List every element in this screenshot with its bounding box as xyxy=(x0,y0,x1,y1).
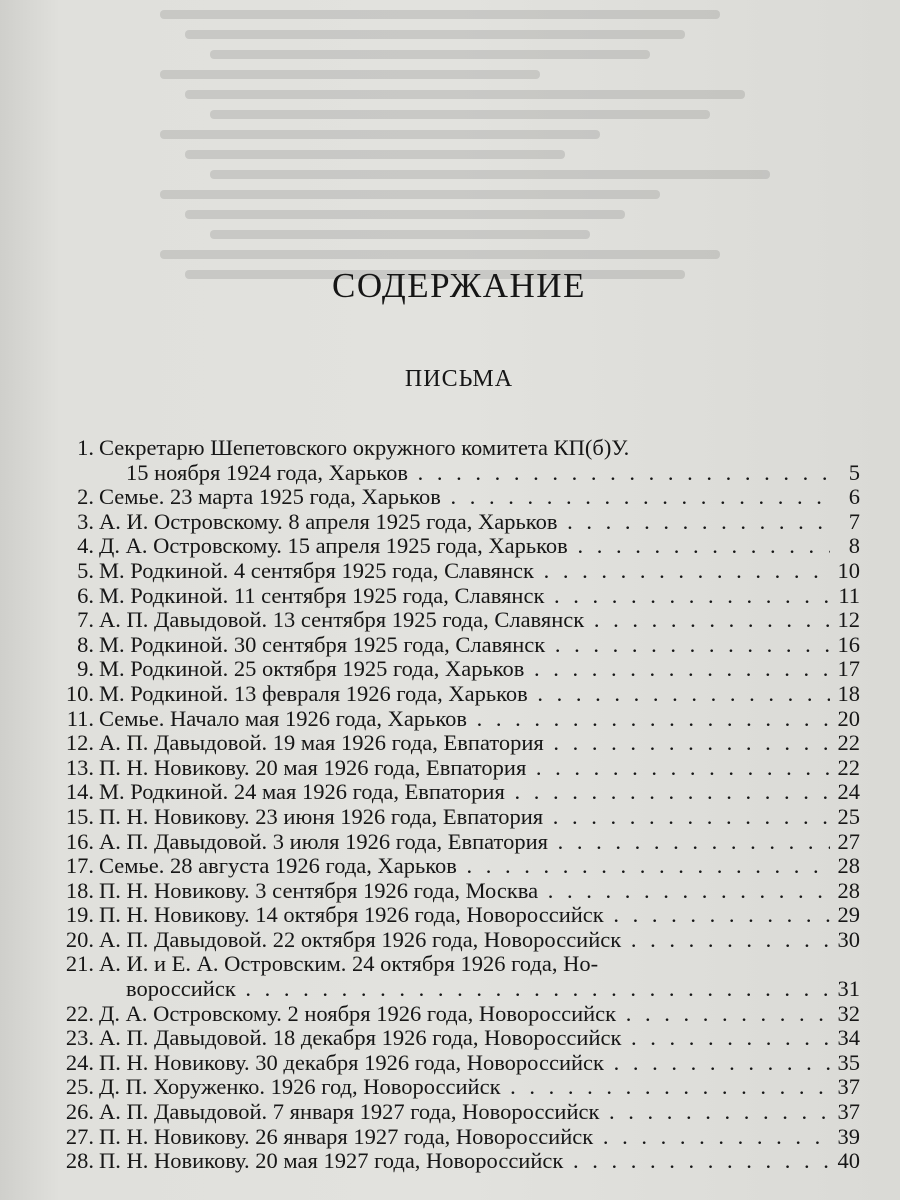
entry-title: А. П. Давыдовой. 3 июля 1926 года, Евпатория . . . xyxy=(99,830,830,855)
toc-entry xyxy=(0,830,900,855)
entry-title: П. Н. Новикову. 30 декабря 1926 года, Новороссийск . . . xyxy=(99,1051,830,1076)
toc-entry xyxy=(0,436,900,461)
entry-title: А. И. и Е. А. Островским. 24 октября 1926 года, Но- xyxy=(99,952,599,977)
entry-number: 14. xyxy=(65,779,94,805)
toc-entry xyxy=(0,1002,900,1027)
entry-number: 10. xyxy=(65,680,94,706)
entry-number: 4. xyxy=(77,533,94,559)
entry-title: Семье. 28 августа 1926 года, Харьков . . . xyxy=(99,854,830,879)
entry-title: А. П. Давыдовой. 18 декабря 1926 года, Новороссийск . . . xyxy=(99,1026,830,1051)
toc-entry xyxy=(0,1125,900,1150)
toc-entry xyxy=(0,584,900,609)
entry-number: 16. xyxy=(65,828,94,854)
entry-number: 20. xyxy=(65,926,94,952)
entry-number: 18. xyxy=(65,877,94,903)
contents-list xyxy=(0,436,900,1174)
entry-title: А. П. Давыдовой. 7 января 1927 года, Новороссийск . . . xyxy=(99,1100,830,1125)
toc-entry xyxy=(0,731,900,756)
toc-entry xyxy=(0,854,900,879)
toc-entry xyxy=(0,707,900,732)
entry-number: 11. xyxy=(66,705,94,731)
contents-heading: СОДЕРЖАНИЕ xyxy=(332,266,586,305)
entry-number: 3. xyxy=(77,508,94,534)
entry-number: 19. xyxy=(65,902,94,928)
entry-page-number: 28 xyxy=(837,853,860,879)
entry-page-number: 6 xyxy=(848,484,860,510)
entry-number: 6. xyxy=(77,582,94,608)
entry-title: Д. А. Островскому. 2 ноября 1926 года, Новороссийск . . . xyxy=(99,1002,830,1027)
entry-title: Семье. 23 марта 1925 года, Харьков . . . xyxy=(99,485,830,510)
entry-page-number: 5 xyxy=(848,459,860,485)
toc-entry xyxy=(0,559,900,584)
toc-entry xyxy=(0,682,900,707)
toc-entry xyxy=(0,657,900,682)
entry-title: М. Родкиной. 25 октября 1925 года, Харьков . . . xyxy=(99,657,830,682)
entry-title: А. И. Островскому. 8 апреля 1925 года, Харьков . . . xyxy=(99,510,830,535)
entry-number: 9. xyxy=(77,656,94,682)
entry-number: 26. xyxy=(65,1099,94,1125)
entry-number: 17. xyxy=(65,853,94,879)
entry-number: 23. xyxy=(65,1025,94,1051)
entry-page-number: 40 xyxy=(837,1148,860,1174)
entry-title: Секретарю Шепетовского окружного комитета КП(б)У. xyxy=(99,436,630,460)
entry-number: 12. xyxy=(65,730,94,756)
entry-title: М. Родкиной. 24 мая 1926 года, Евпатория . . . xyxy=(99,780,830,805)
entry-title: М. Родкиной. 4 сентября 1925 года, Славянск . . . xyxy=(99,559,830,584)
toc-entry xyxy=(0,633,900,658)
toc-entry xyxy=(0,485,900,510)
toc-entry xyxy=(0,903,900,928)
entry-page-number: 35 xyxy=(837,1049,860,1075)
toc-entry xyxy=(0,534,900,559)
entry-number: 22. xyxy=(65,1000,94,1026)
entry-title: П. Н. Новикову. 26 января 1927 года, Новороссийск . . . xyxy=(99,1125,830,1150)
entry-page-number: 32 xyxy=(837,1000,860,1026)
entry-number: 2. xyxy=(77,484,94,510)
toc-entry xyxy=(0,1026,900,1051)
entry-number: 28. xyxy=(65,1148,94,1174)
toc-entry xyxy=(0,1149,900,1174)
entry-page-number: 18 xyxy=(837,680,860,706)
entry-page-number: 28 xyxy=(837,877,860,903)
toc-entry xyxy=(0,928,900,953)
entry-page-number: 39 xyxy=(837,1123,860,1149)
entry-page-number: 22 xyxy=(837,754,860,780)
entry-page-number: 8 xyxy=(848,533,860,559)
toc-entry xyxy=(0,1075,900,1100)
entry-title: А. П. Давыдовой. 13 сентября 1925 года, Славянск . . . xyxy=(99,608,830,633)
entry-title: А. П. Давыдовой. 22 октября 1926 года, Новороссийск . . . xyxy=(99,928,830,953)
entry-number: 25. xyxy=(65,1074,94,1100)
entry-page-number: 27 xyxy=(837,828,860,854)
toc-entry xyxy=(0,1100,900,1125)
entry-page-number: 11 xyxy=(838,582,860,608)
entry-title: вороссийск . . . xyxy=(126,977,830,1002)
toc-entry xyxy=(0,879,900,904)
entry-page-number: 37 xyxy=(837,1074,860,1100)
toc-entry xyxy=(0,952,900,977)
entry-title: П. Н. Новикову. 20 мая 1926 года, Евпатория . . . xyxy=(99,756,830,781)
toc-entry-continuation xyxy=(0,461,900,486)
entry-title: Д. П. Хоруженко. 1926 год, Новороссийск . . . xyxy=(99,1075,830,1100)
toc-entry xyxy=(0,805,900,830)
entry-page-number: 29 xyxy=(837,902,860,928)
toc-entry xyxy=(0,780,900,805)
entry-title: Д. А. Островскому. 15 апреля 1925 года, Харьков . . . xyxy=(99,534,830,559)
entry-title: Семье. Начало мая 1926 года, Харьков . . . xyxy=(99,707,830,732)
entry-number: 8. xyxy=(77,631,94,657)
toc-entry-continuation xyxy=(0,977,900,1002)
entry-page-number: 10 xyxy=(837,557,860,583)
entry-number: 27. xyxy=(65,1123,94,1149)
toc-entry xyxy=(0,608,900,633)
entry-page-number: 20 xyxy=(837,705,860,731)
entry-title: А. П. Давыдовой. 19 мая 1926 года, Евпатория . . . xyxy=(99,731,830,756)
toc-entry xyxy=(0,510,900,535)
entry-title: П. Н. Новикову. 20 мая 1927 года, Новороссийск . . . xyxy=(99,1149,830,1174)
entry-title: П. Н. Новикову. 14 октября 1926 года, Новороссийск . . . xyxy=(99,903,830,928)
entry-page-number: 12 xyxy=(837,607,860,633)
entry-page-number: 7 xyxy=(848,508,860,534)
entry-title: П. Н. Новикову. 3 сентября 1926 года, Москва . . . xyxy=(99,879,830,904)
entry-page-number: 16 xyxy=(837,631,860,657)
entry-page-number: 22 xyxy=(837,730,860,756)
entry-number: 15. xyxy=(65,803,94,829)
entry-number: 24. xyxy=(65,1049,94,1075)
entry-number: 7. xyxy=(77,607,94,633)
toc-entry xyxy=(0,1051,900,1076)
entry-number: 1. xyxy=(77,435,94,460)
entry-page-number: 24 xyxy=(837,779,860,805)
entry-title: М. Родкиной. 30 сентября 1925 года, Славянск . . . xyxy=(99,633,830,658)
entry-title: 15 ноября 1924 года, Харьков . . . xyxy=(126,461,830,486)
entry-number: 5. xyxy=(77,557,94,583)
toc-entry xyxy=(0,756,900,781)
entry-number: 13. xyxy=(65,754,94,780)
entry-title: М. Родкиной. 13 февраля 1926 года, Харьков . . . xyxy=(99,682,830,707)
entry-page-number: 31 xyxy=(837,976,860,1002)
section-heading: ПИСЬМА xyxy=(404,366,514,392)
entry-title: П. Н. Новикову. 23 июня 1926 года, Евпатория . . . xyxy=(99,805,830,830)
entry-page-number: 34 xyxy=(837,1025,860,1051)
entry-number: 21. xyxy=(65,951,94,977)
bleed-through-text xyxy=(120,0,900,290)
entry-page-number: 30 xyxy=(837,926,860,952)
entry-page-number: 25 xyxy=(837,803,860,829)
entry-title: М. Родкиной. 11 сентября 1925 года, Славянск . . . xyxy=(99,584,830,609)
entry-page-number: 17 xyxy=(837,656,860,682)
entry-page-number: 37 xyxy=(837,1099,860,1125)
